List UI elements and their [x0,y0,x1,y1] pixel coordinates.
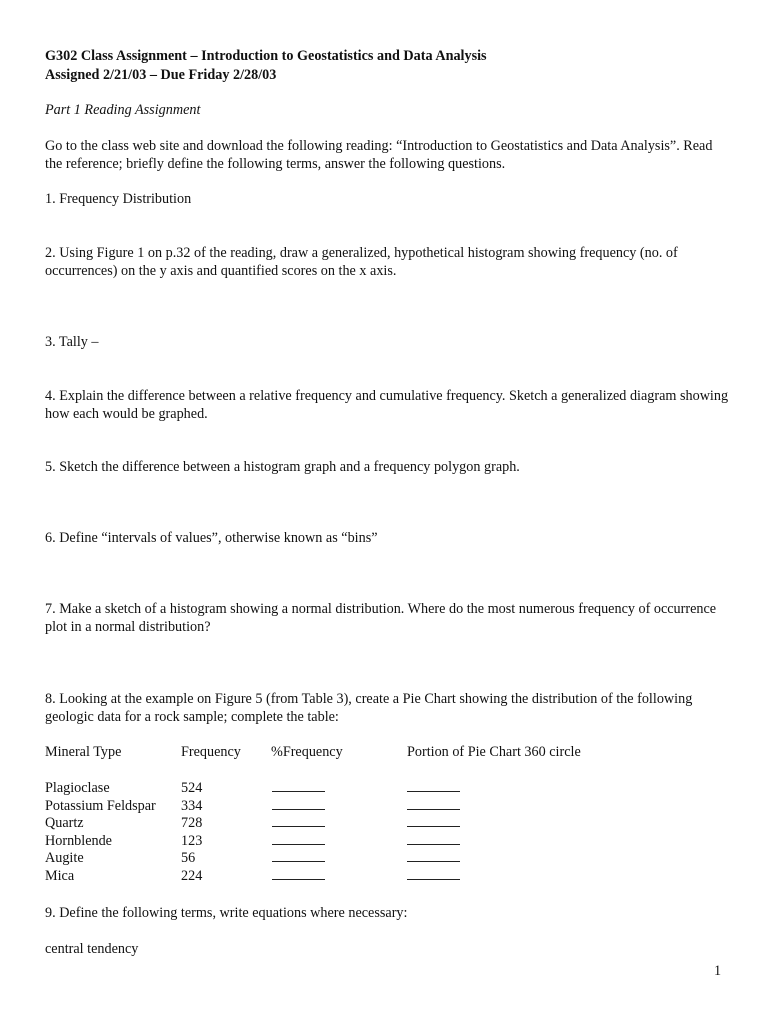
pie-portion-blank[interactable] [407,826,460,827]
header-pie-portion: Portion of Pie Chart 360 circle [407,744,581,760]
pie-portion-blank[interactable] [407,879,460,880]
assignment-title: G302 Class Assignment – Introduction to Geostatistics and Data Analysis [45,48,487,64]
table-row [45,797,745,815]
percent-frequency-blank[interactable] [272,879,325,880]
mineral-name: Plagioclase [45,780,110,796]
table-row [45,832,745,850]
header-mineral-type: Mineral Type [45,744,122,760]
question-5: 5. Sketch the difference between a histogram graph and a frequency polygon graph. [45,459,520,475]
pie-portion-blank[interactable] [407,844,460,845]
assignment-dates: Assigned 2/21/03 – Due Friday 2/28/03 [45,67,277,83]
question-7: 7. Make a sketch of a histogram showing a normal distribution. Where do the most numerous frequency of occurrence plot in a normal distribution? [45,601,717,635]
term-central-tendency: central tendency [45,941,139,957]
table-row [45,814,745,832]
mineral-name: Mica [45,867,75,884]
question-8: 8. Looking at the example on Figure 5 (from Table 3), create a Pie Chart showing the distribution of the following geologic data for a rock sample; complete the table: [45,691,693,725]
question-3: 3. Tally – [45,334,99,350]
mineral-name: Quartz [45,815,84,832]
mineral-frequency: 334 [181,797,203,814]
header-percent-frequency: %Frequency [271,744,343,760]
pie-portion-blank[interactable] [407,809,460,810]
pie-portion-blank[interactable] [407,791,460,792]
intro-paragraph: Go to the class web site and download the following reading: “Introduction to Geostatistics and Data Analysis”. Read the reference; briefly define the following terms, answer the following questions. [45,138,713,172]
percent-frequency-blank[interactable] [272,844,325,845]
table-row [45,779,745,797]
question-6: 6. Define “intervals of values”, otherwise known as “bins” [45,530,378,546]
mineral-frequency: 224 [181,867,203,884]
mineral-name: Hornblende [45,832,112,849]
mineral-frequency: 728 [181,815,203,832]
percent-frequency-blank[interactable] [272,861,325,862]
pie-portion-blank[interactable] [407,861,460,862]
question-9: 9. Define the following terms, write equations where necessary: [45,905,408,921]
table-row [45,849,745,867]
page-number: 1 [714,963,722,979]
header-frequency: Frequency [181,744,241,760]
mineral-name: Potassium Feldspar [45,797,156,814]
table-row [45,867,745,885]
mineral-table-body [45,779,745,885]
percent-frequency-blank[interactable] [272,826,325,827]
mineral-name: Augite [45,850,84,867]
percent-frequency-blank[interactable] [272,791,325,792]
percent-frequency-blank[interactable] [272,809,325,810]
question-2: 2. Using Figure 1 on p.32 of the reading, draw a generalized, hypothetical histogram showing frequency (no. of occurrences) on the y axis and quantified scores on the x axis. [45,245,678,279]
question-4: 4. Explain the difference between a relative frequency and cumulative frequency. Sketch a generalized diagram showing how each would be graphed. [45,388,729,422]
mineral-frequency: 123 [181,832,203,849]
mineral-frequency: 524 [181,780,203,796]
part1-heading: Part 1 Reading Assignment [45,102,201,118]
mineral-table-header [45,743,745,761]
mineral-frequency: 56 [181,850,196,867]
question-1: 1. Frequency Distribution [45,191,192,207]
